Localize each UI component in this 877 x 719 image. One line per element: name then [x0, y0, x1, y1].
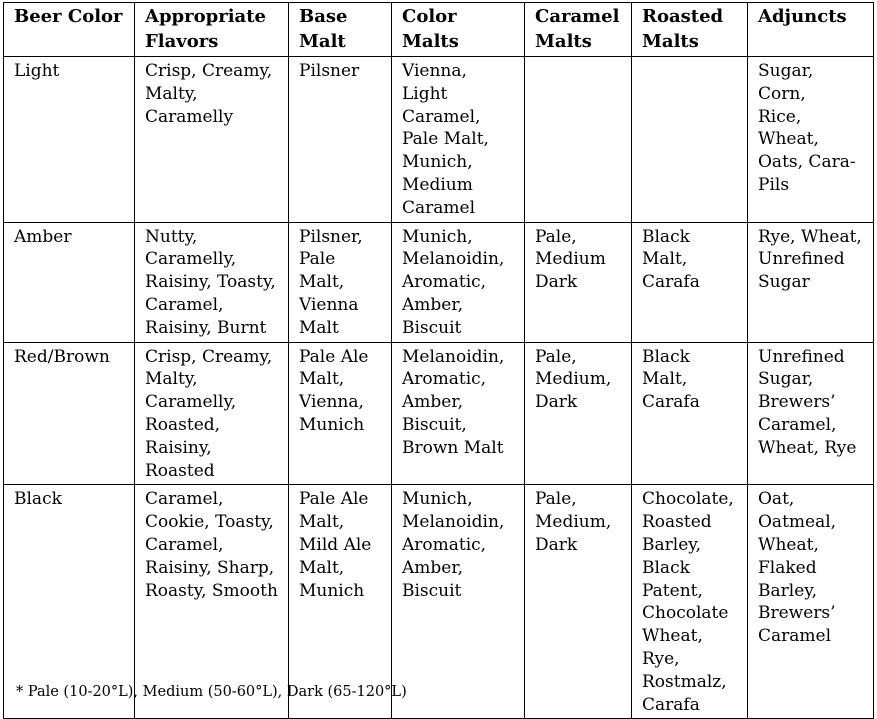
- cell-text-line: Biscuit: [402, 317, 462, 338]
- cell-text-line: Malt,: [299, 557, 345, 578]
- cell-text-line: Medium: [535, 249, 606, 270]
- cell-text-line: Black Malt,: [642, 346, 690, 390]
- table-cell: [289, 57, 392, 223]
- cell-text-line: Patent,: [642, 580, 703, 601]
- cell-text-line: Raisiny, Burnt: [145, 317, 267, 338]
- cell-text-line: Munich: [299, 580, 365, 601]
- table-cell: [392, 342, 525, 485]
- column-header: [289, 3, 392, 57]
- cell-text-line: Wheat, Rye: [758, 437, 857, 458]
- cell-text-line: Brown Malt: [402, 437, 504, 458]
- table-cell: [632, 222, 748, 342]
- column-header: [525, 3, 632, 57]
- table-cell: [525, 342, 632, 485]
- cell-text-line: Roasted,: [145, 414, 221, 435]
- cell-text-line: Rice, Wheat,: [758, 106, 819, 150]
- cell-text-line: Malty,: [145, 83, 198, 104]
- cell-text-line: Raisiny,: [145, 437, 212, 458]
- cell-text-line: Caramel,: [758, 414, 837, 435]
- cell-text-line: Pale,: [535, 489, 577, 510]
- cell-text-line: Malt,: [299, 512, 345, 533]
- cell-text-line: Light: [14, 61, 60, 81]
- table-cell: [392, 57, 525, 223]
- cell-text-line: Medium,: [535, 369, 612, 390]
- cell-text-line: Biscuit: [402, 580, 462, 601]
- cell-text-line: Malt: [299, 317, 339, 338]
- column-header: [632, 3, 748, 57]
- cell-text-line: Biscuit,: [402, 414, 467, 435]
- table-cell: [392, 222, 525, 342]
- cell-text-line: Rye,: [642, 648, 680, 669]
- column-header-line: Color: [402, 6, 457, 27]
- cell-text-line: Rye, Wheat,: [758, 226, 862, 247]
- cell-text-line: Pale,: [535, 346, 577, 367]
- cell-text-line: Unrefined: [758, 346, 845, 367]
- cell-text-line: Black: [14, 489, 62, 510]
- column-header-line: Beer Color: [14, 6, 123, 27]
- table-cell: [525, 222, 632, 342]
- cell-text-line: Chocolate: [642, 603, 729, 624]
- table-body: [4, 57, 874, 719]
- cell-text-line: Roasted: [145, 460, 215, 481]
- table-cell: [4, 342, 135, 485]
- cell-text-line: Oats, Cara-: [758, 152, 856, 173]
- cell-text-line: Caramel,: [145, 489, 224, 510]
- cell-text-line: Rostmalz,: [642, 671, 727, 692]
- column-header-line: Appropriate: [145, 6, 266, 27]
- malt-selection-table: [3, 2, 874, 719]
- cell-text-line: Caramel: [402, 197, 476, 218]
- cell-text-line: Unrefined: [758, 249, 845, 270]
- cell-text-line: Raisiny, Sharp,: [145, 557, 275, 578]
- table-cell: [632, 342, 748, 485]
- cell-text-line: Malt,: [299, 369, 345, 390]
- cell-text-line: Aromatic,: [402, 369, 487, 390]
- table-cell: [748, 222, 874, 342]
- cell-text-line: Melanoidin,: [402, 249, 505, 270]
- table-cell: [748, 342, 874, 485]
- cell-text-line: Munich,: [402, 152, 473, 173]
- cell-text-line: Aromatic,: [402, 272, 487, 293]
- column-header-line: Adjuncts: [758, 6, 847, 27]
- cell-text-line: Chocolate,: [642, 489, 734, 510]
- cell-text-line: Caramel,: [402, 106, 481, 127]
- cell-text-line: Nutty,: [145, 226, 198, 247]
- cell-text-line: Caramel,: [145, 534, 224, 555]
- table-cell: [525, 485, 632, 719]
- cell-text-line: Carafa: [642, 272, 700, 293]
- cell-text-line: Wheat,: [642, 626, 703, 647]
- cell-text-line: Munich,: [402, 226, 473, 247]
- column-header: [4, 3, 135, 57]
- cell-text-line: Red/Brown: [14, 346, 110, 367]
- table-cell: [525, 57, 632, 223]
- table-cell: [392, 485, 525, 719]
- table-cell: [4, 222, 135, 342]
- column-header: [748, 3, 874, 57]
- table-cell: [135, 342, 289, 485]
- cell-text-line: Pale Ale: [299, 346, 369, 367]
- cell-text-line: Amber: [14, 226, 72, 247]
- column-header-line: Malts: [402, 30, 459, 52]
- cell-text-line: Vienna,: [299, 392, 364, 413]
- cell-text-line: Carafa: [642, 392, 700, 413]
- table-cell: [632, 57, 748, 223]
- cell-text-line: Raisiny, Toasty,: [145, 272, 276, 293]
- cell-text-line: Black: [642, 557, 690, 578]
- table-cell: [289, 222, 392, 342]
- table-row: [4, 57, 874, 223]
- cell-text-line: Barley,: [642, 534, 702, 555]
- cell-text-line: Dark: [535, 272, 578, 293]
- column-header: [392, 3, 525, 57]
- cell-text-line: Caramel,: [145, 294, 224, 315]
- cell-text-line: Aromatic,: [402, 534, 487, 555]
- table-row: [4, 342, 874, 485]
- cell-text-line: Malty,: [145, 369, 198, 390]
- cell-text-line: Caramel: [758, 626, 832, 647]
- table-cell: [748, 57, 874, 223]
- cell-text-line: Medium,: [535, 512, 612, 533]
- table-cell: [289, 342, 392, 485]
- cell-text-line: Barley,: [758, 580, 818, 601]
- cell-text-line: Mild Ale: [299, 534, 372, 555]
- cell-text-line: Cookie, Toasty,: [145, 512, 274, 533]
- cell-text-line: Flaked: [758, 557, 817, 578]
- column-header: [135, 3, 289, 57]
- cell-text-line: Pale Ale: [299, 489, 369, 510]
- cell-text-line: Oatmeal,: [758, 512, 837, 533]
- cell-text-line: Vienna, Light: [402, 61, 467, 104]
- table-cell: [748, 485, 874, 719]
- table-cell: [4, 57, 135, 223]
- cell-text-line: Pale,: [535, 226, 577, 247]
- cell-text-line: Sugar: [758, 272, 810, 293]
- cell-text-line: Amber,: [402, 294, 464, 315]
- cell-text-line: Crisp, Creamy,: [145, 346, 273, 367]
- cell-text-line: Amber,: [402, 557, 464, 578]
- table-header-row: [4, 3, 874, 57]
- cell-text-line: Roasty, Smooth: [145, 580, 278, 601]
- cell-text-line: Pilsner,: [299, 226, 363, 247]
- cell-text-line: Roasted: [642, 512, 712, 533]
- table-cell: [135, 222, 289, 342]
- column-header-line: Flavors: [145, 30, 219, 52]
- cell-text-line: Wheat,: [758, 534, 819, 555]
- cell-text-line: Medium: [402, 174, 473, 195]
- table-row: [4, 222, 874, 342]
- cell-text-line: Pilsner: [299, 61, 360, 81]
- column-header-line: Malts: [535, 30, 592, 52]
- cell-text-line: Caramelly,: [145, 249, 237, 270]
- column-header-line: Caramel: [535, 6, 620, 27]
- cell-text-line: Vienna: [299, 294, 359, 315]
- column-header-line: Base: [299, 6, 348, 27]
- cell-text-line: Caramelly,: [145, 392, 237, 413]
- cell-text-line: Black Malt,: [642, 226, 690, 270]
- column-header-line: Malts: [642, 30, 699, 52]
- cell-text-line: Oat,: [758, 489, 795, 510]
- cell-text-line: Carafa: [642, 694, 700, 715]
- cell-text-line: Munich: [299, 414, 365, 435]
- cell-text-line: Amber,: [402, 392, 464, 413]
- cell-text-line: Pale Malt,: [402, 129, 489, 150]
- cell-text-line: Pale Malt,: [299, 249, 345, 293]
- footnote: * Pale (10-20°L), Medium (50-60°L), Dark (65-120°L): [16, 684, 407, 700]
- table-cell: [135, 57, 289, 223]
- cell-text-line: Sugar,: [758, 369, 814, 390]
- table-cell: [632, 485, 748, 719]
- cell-text-line: Brewers’: [758, 392, 836, 413]
- column-header-line: Malt: [299, 30, 346, 52]
- cell-text-line: Caramelly: [145, 106, 234, 127]
- cell-text-line: Dark: [535, 534, 578, 555]
- column-header-line: Roasted: [642, 6, 724, 27]
- cell-text-line: Melanoidin,: [402, 512, 505, 533]
- cell-text-line: Melanoidin,: [402, 346, 505, 367]
- cell-text-line: Pils: [758, 174, 790, 195]
- cell-text-line: Crisp, Creamy,: [145, 61, 273, 81]
- cell-text-line: Sugar, Corn,: [758, 61, 814, 104]
- cell-text-line: Brewers’: [758, 603, 836, 624]
- cell-text-line: Dark: [535, 392, 578, 413]
- cell-text-line: Munich,: [402, 489, 473, 510]
